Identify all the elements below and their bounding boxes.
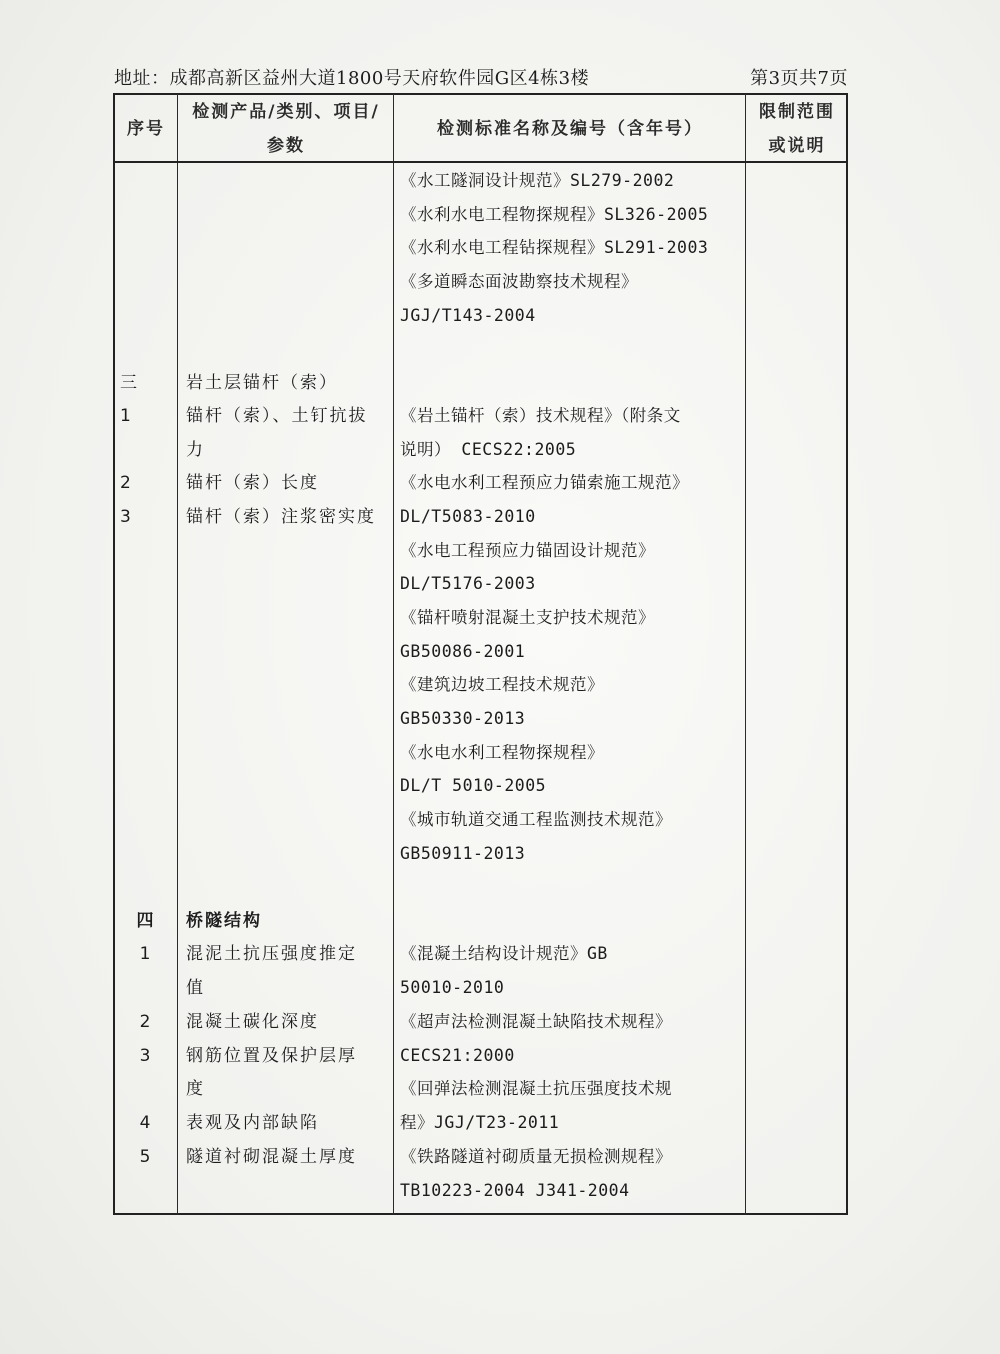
item-text: 混凝土碳化深度 (186, 1012, 319, 1032)
standard-line: 《城市轨道交通工程监测技术规范》 (400, 810, 672, 829)
header-product-line1: 检测产品/类别、项目/ (192, 102, 380, 122)
column-divider-3 (745, 93, 746, 1215)
standard-line: 《建筑边坡工程技术规范》 (400, 675, 604, 694)
item-text: 岩土层锚杆（索） (186, 373, 338, 393)
standard-line: 《水电水利工程物探规程》 (400, 743, 604, 762)
item-text: 锚杆（索）注浆密实度 (186, 507, 376, 527)
item-text: 锚杆（索）长度 (186, 473, 319, 493)
header-limit-line1: 限制范围 (759, 102, 835, 122)
standard-line: DL/T 5010-2005 (400, 776, 547, 795)
item-text: 钢筋位置及保护层厚 (186, 1046, 357, 1066)
item-text: 锚杆（索）、土钉抗拔 (186, 406, 368, 426)
standard-line: 《回弹法检测混凝土抗压强度技术规 (400, 1079, 672, 1098)
standard-line: GB50330-2013 (400, 709, 526, 728)
item-text: 值 (186, 978, 205, 998)
seq-number: 1 (139, 944, 151, 964)
address-text: 地址：成都高新区益州大道1800号天府软件园G区4栋3楼 (114, 68, 590, 89)
column-divider-2 (393, 93, 394, 1215)
item-text: 隧道衬砌混凝土厚度 (186, 1147, 357, 1167)
standard-line: 《锚杆喷射混凝土支护技术规范》 (400, 608, 655, 627)
item-text: 混泥土抗压强度推定 (186, 944, 357, 964)
seq-number: 三 (120, 373, 137, 393)
standard-line: 《岩土锚杆（索）技术规程》（附条文 (400, 406, 681, 425)
standard-line: DL/T5083-2010 (400, 507, 536, 526)
standard-line: 《水工隧洞设计规范》SL279-2002 (400, 171, 675, 190)
seq-number: 1 (120, 406, 131, 426)
standard-line: 《水电水利工程预应力锚索施工规范》 (400, 473, 689, 492)
standard-line: TB10223-2004 J341-2004 (400, 1181, 630, 1200)
standard-line: JGJ/T143-2004 (400, 306, 536, 325)
standard-line: GB50911-2013 (400, 844, 526, 863)
standard-line: 《多道瞬态面波勘察技术规程》 (400, 272, 638, 291)
page-header (114, 64, 854, 94)
item-text: 力 (186, 440, 205, 460)
standard-line: CECS21:2000 (400, 1046, 515, 1065)
standard-line: 《水利水电工程钻探规程》SL291-2003 (400, 238, 709, 257)
seq-number: 4 (139, 1113, 151, 1133)
standard-line: 50010-2010 (400, 978, 505, 997)
standard-line: 《铁路隧道衬砌质量无损检测规程》 (400, 1147, 672, 1166)
item-text: 桥隧结构 (186, 911, 262, 931)
standard-line: 《混凝土结构设计规范》GB (400, 944, 608, 963)
standard-line: DL/T5176-2003 (400, 574, 536, 593)
header-standard: 检测标准名称及编号（含年号） (437, 119, 703, 139)
standard-line: 《水利水电工程物探规程》SL326-2005 (400, 205, 709, 224)
page-number: 第3页共7页 (750, 68, 848, 89)
item-text: 表观及内部缺陷 (186, 1113, 319, 1133)
standard-line: 《超声法检测混凝土缺陷技术规程》 (400, 1012, 672, 1031)
seq-number: 3 (139, 1046, 151, 1066)
seq-number: 2 (120, 473, 131, 493)
header-limit-line2: 或说明 (768, 136, 826, 156)
seq-number: 3 (120, 507, 131, 527)
standard-line: 程》JGJ/T23-2011 (400, 1113, 560, 1132)
seq-number: 5 (139, 1147, 151, 1167)
header-product-line2: 参数 (267, 136, 305, 156)
standard-line: 说明） CECS22:2005 (400, 440, 577, 459)
standard-line: 《水电工程预应力锚固设计规范》 (400, 541, 655, 560)
standard-line: GB50086-2001 (400, 642, 526, 661)
item-text: 度 (186, 1079, 205, 1099)
header-seq: 序号 (127, 119, 165, 139)
column-divider-1 (177, 93, 178, 1215)
seq-number: 四 (136, 911, 154, 931)
seq-number: 2 (139, 1012, 151, 1032)
